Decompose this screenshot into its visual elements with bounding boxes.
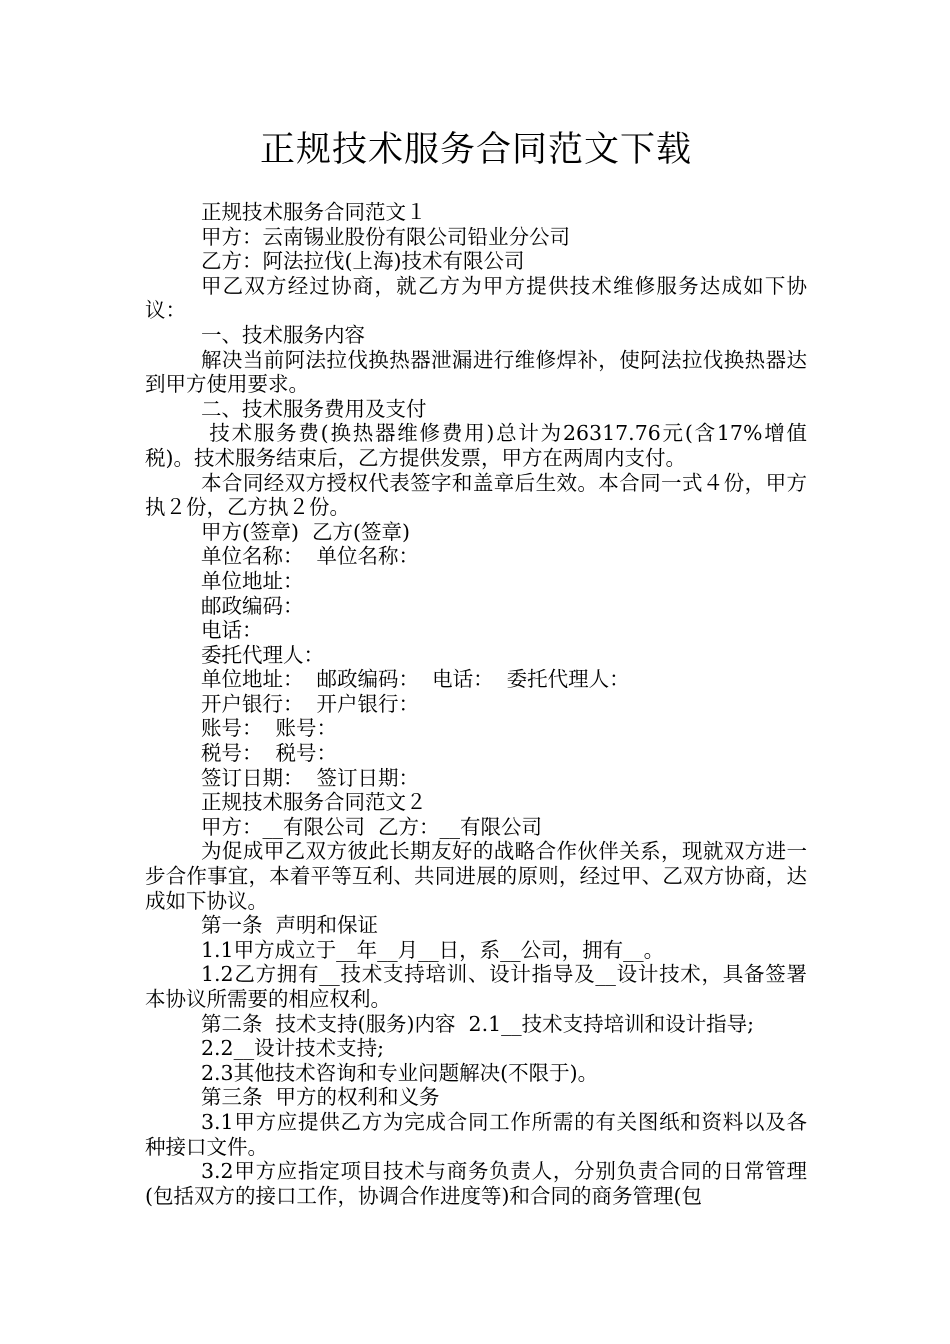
- paragraph: 解决当前阿法拉伐换热器泄漏进行维修焊补，使阿法拉伐换热器达到甲方使用要求。: [145, 347, 807, 397]
- paragraph: 第一条 声明和保证: [201, 913, 379, 938]
- paragraph: 正规技术服务合同范文２: [201, 790, 427, 815]
- paragraph: 乙方：阿法拉伐(上海)技术有限公司: [201, 249, 525, 274]
- paragraph: 2.3其他技术咨询和专业问题解决(不限于)。: [201, 1060, 599, 1085]
- paragraph: 2.2__设计技术支持;: [201, 1036, 385, 1061]
- paragraph: 正规技术服务合同范文１: [201, 200, 427, 224]
- paragraph: 甲方：云南锡业股份有限公司铅业分公司: [201, 224, 570, 249]
- document-body: [145, 200, 807, 1208]
- paragraph: 委托代理人：: [201, 642, 324, 667]
- paragraph: 甲方(签章) 乙方(签章): [201, 519, 411, 544]
- paragraph: 单位地址： 邮政编码： 电话： 委托代理人：: [201, 667, 630, 692]
- document-page: [145, 0, 807, 1208]
- paragraph: 1.1甲方成立于__年__月__日，系__公司，拥有__。: [201, 937, 665, 962]
- paragraph: 本合同经双方授权代表签字和盖章后生效。本合同一式４份，甲方执２份，乙方执２份。: [145, 470, 807, 520]
- paragraph: 3.2甲方应指定项目技术与商务负责人，分别负责合同的日常管理(包括双方的接口工作，协调合作进度等)和合同的商务管理(包: [145, 1159, 807, 1208]
- paragraph: 开户银行： 开户银行：: [201, 691, 420, 716]
- paragraph: 3.1甲方应提供乙方为完成合同工作所需的有关图纸和资料以及各种接口文件。: [145, 1109, 807, 1159]
- paragraph: 单位地址：: [201, 568, 304, 593]
- paragraph: 签订日期： 签订日期：: [201, 765, 420, 790]
- paragraph: 第二条 技术支持(服务)内容 2.1__技术支持培训和设计指导;: [201, 1011, 755, 1036]
- paragraph: 账号： 账号：: [201, 716, 338, 741]
- paragraph: 邮政编码：: [201, 593, 304, 618]
- paragraph: 单位名称： 单位名称：: [201, 544, 420, 569]
- paragraph: 1.2乙方拥有__技术支持培训、设计指导及__设计技术，具备签署本协议所需要的相应权利。: [145, 962, 807, 1011]
- paragraph: 电话：: [201, 618, 263, 643]
- paragraph: 一、技术服务内容: [201, 322, 365, 347]
- paragraph: 第三条 甲方的权利和义务: [201, 1085, 440, 1110]
- paragraph: 为促成甲乙双方彼此长期友好的战略合作伙伴关系，现就双方进一步合作事宜，本着平等互利、共同进展的原则，经过甲、乙双方协商，达成如下协议。: [145, 839, 807, 913]
- paragraph: 技术服务费(换热器维修费用)总计为26317.76元(含17%增值税)。技术服务结束后，乙方提供发票，甲方在两周内支付。: [145, 421, 807, 470]
- paragraph: 甲乙双方经过协商，就乙方为甲方提供技术维修服务达成如下协议：: [145, 273, 807, 323]
- paragraph: 甲方：__有限公司 乙方：__有限公司: [201, 814, 543, 839]
- paragraph: 税号： 税号：: [201, 741, 338, 766]
- document-title: 正规技术服务合同范文下载: [259, 130, 692, 170]
- paragraph: 二、技术服务费用及支付: [201, 396, 427, 421]
